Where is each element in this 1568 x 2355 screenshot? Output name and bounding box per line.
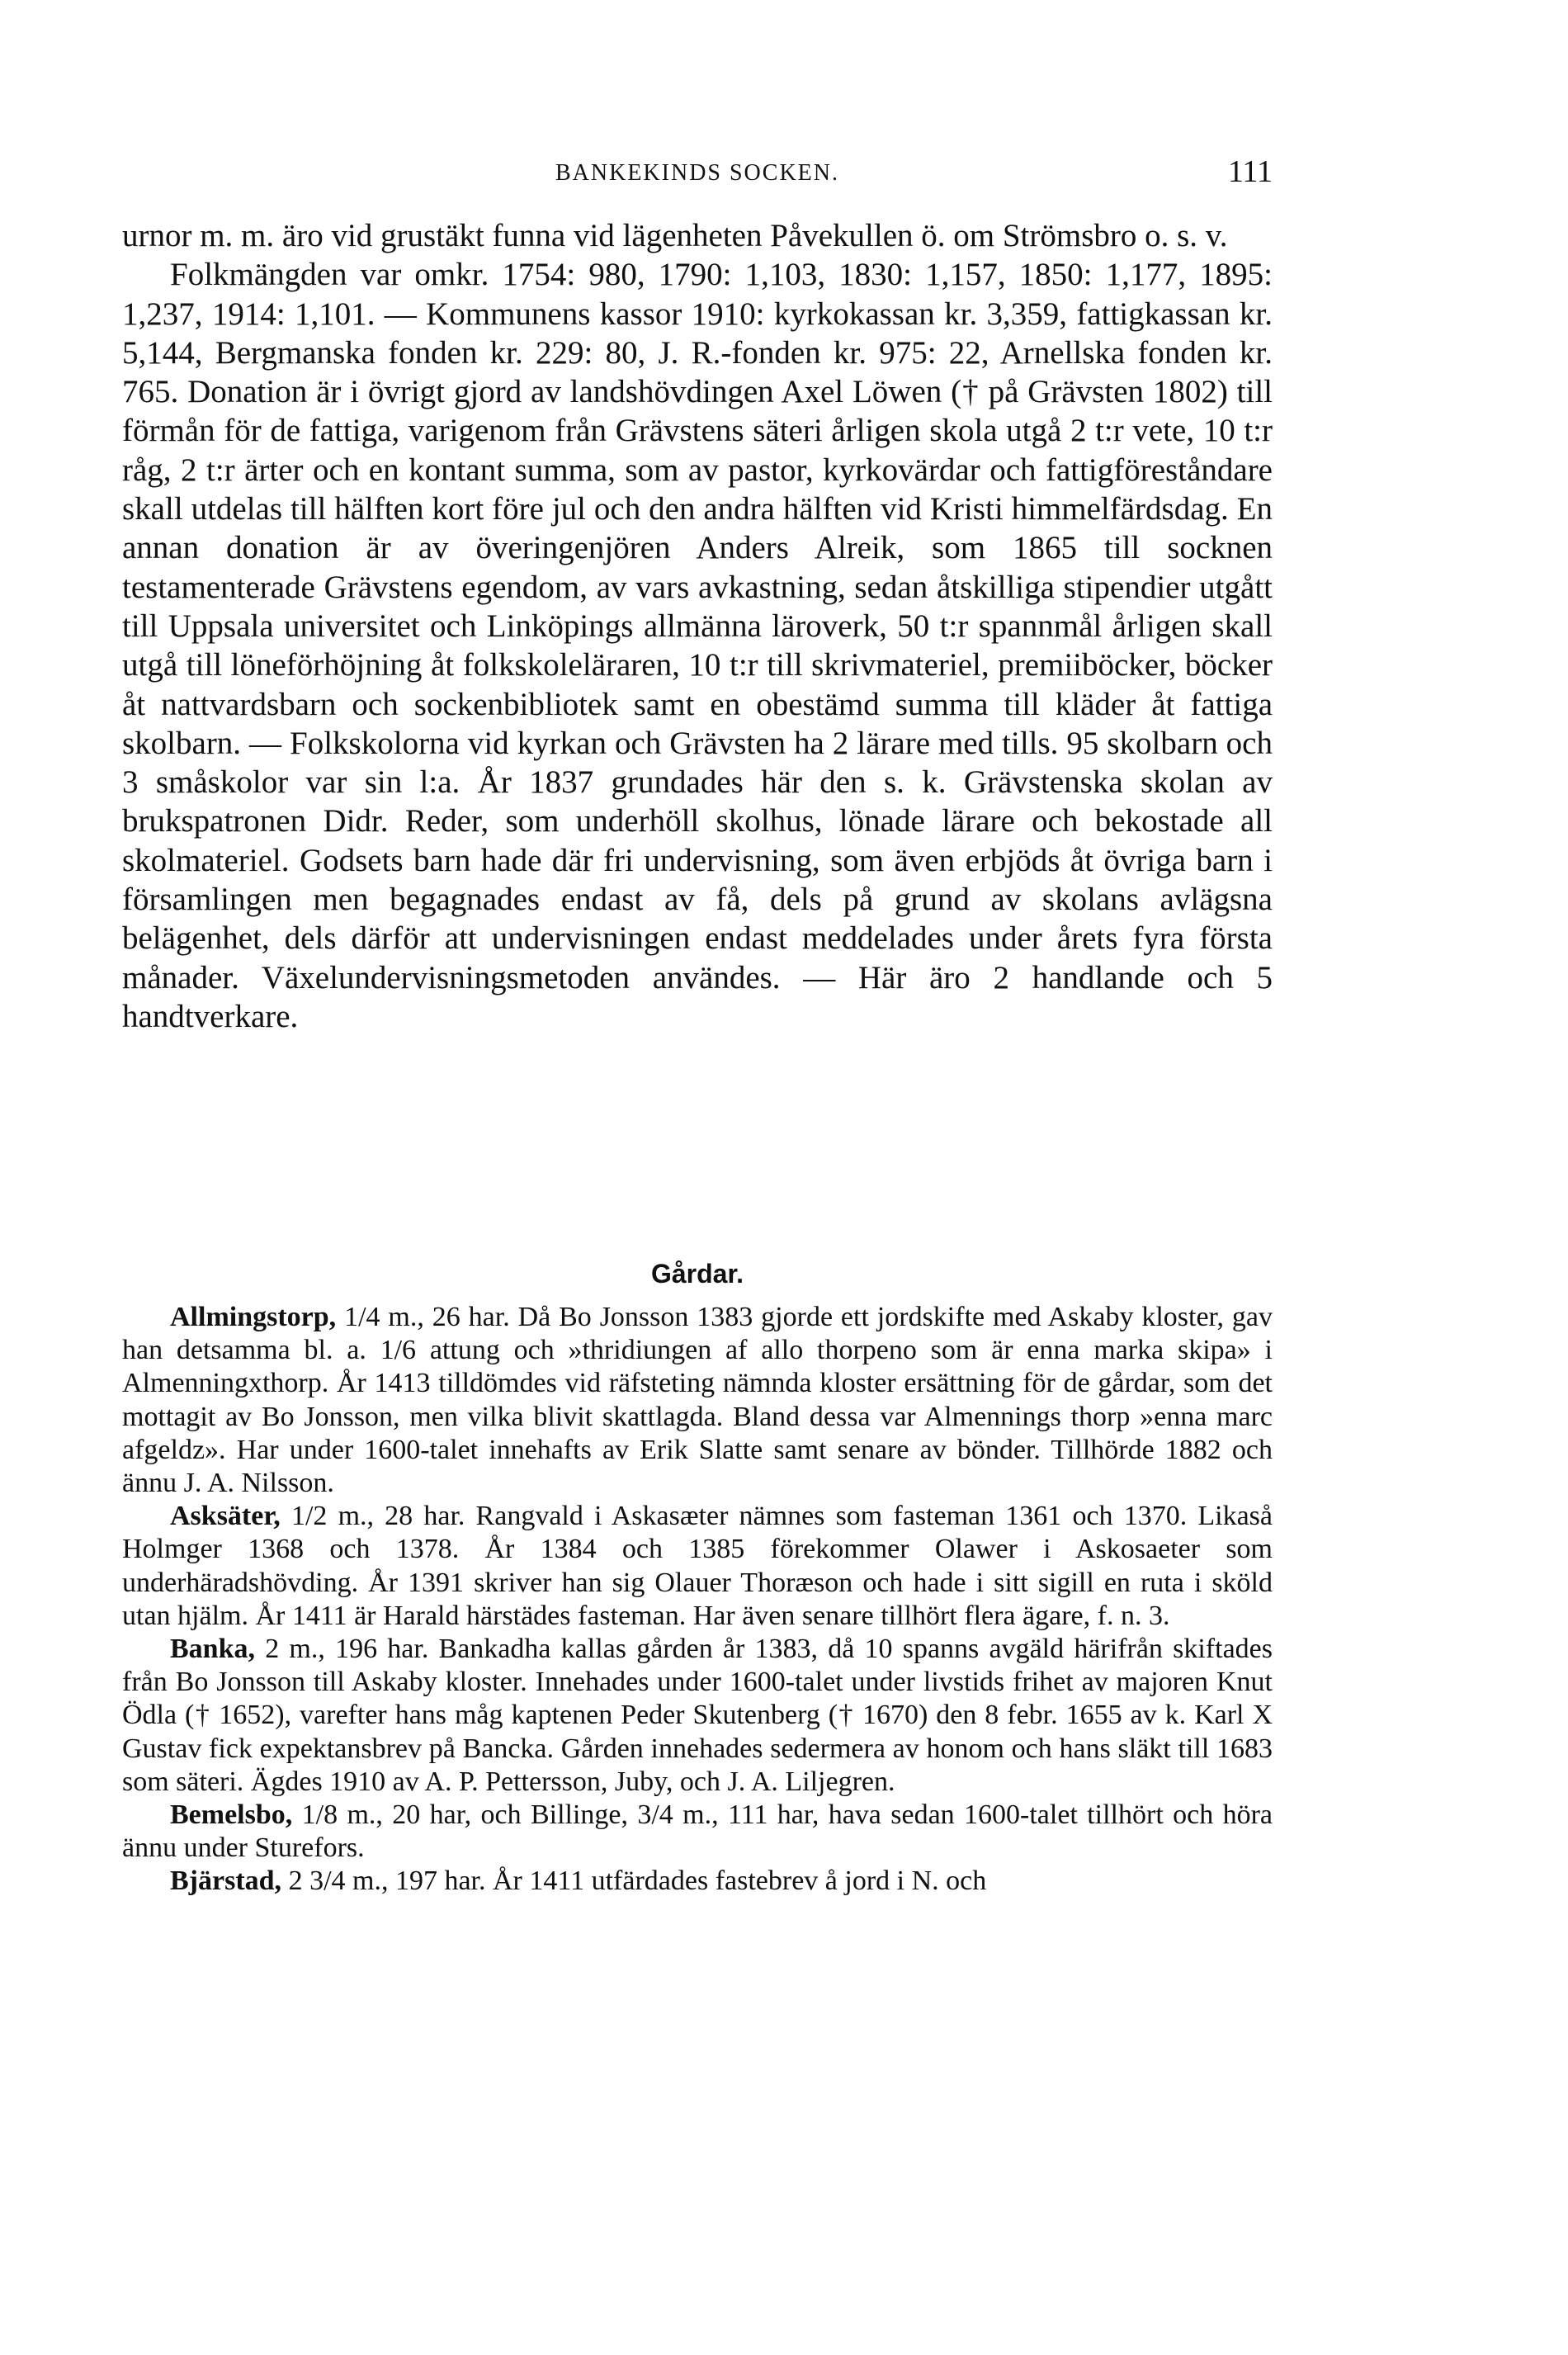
section-heading: Gårdar. [650, 1259, 744, 1289]
farm-entry [122, 1633, 1273, 1799]
farm-name: Allmingstorp, [170, 1302, 337, 1332]
farm-text: 1/8 m., 20 har, och Billinge, 3/4 m., 111 har, hava sedan 1600-talet tillhört och höra ännu under Sturefors. [122, 1799, 1273, 1864]
page-header [122, 154, 1273, 195]
farm-text: 2 m., 196 har. Bankadha kallas gården år 1383, då 10 spanns avgäld härifrån skiftades från Bo Jonsson till Askaby kloster. Innehades under 1600-talet under livstids frihet av majoren Knut Ödla († 1652), varefter hans måg kaptenen Peder Skutenberg († 1670) den 8 febr. 1655 av k. Karl X Gustav fick expektansbrev på Bancka. Gården innehades sedermera av honom och hans släkt till 1683 som säteri. Ägdes 1910 av A. P. Pettersson, Juby, och J. A. Liljegren. [122, 1634, 1273, 1797]
farm-entries [122, 1301, 1273, 1899]
running-head: BANKEKINDS SOCKEN. [555, 160, 839, 186]
farm-name: Banka, [170, 1634, 255, 1665]
farm-name: Bemelsbo, [170, 1799, 293, 1831]
farm-entry [122, 1301, 1273, 1500]
page-number: 111 [1227, 154, 1273, 189]
paragraph: Folkmängden var omkr. 1754: 980, 1790: 1,103, 1830: 1,157, 1850: 1,177, 1895: 1,237, 1914: 1,101. — Kommunens kassor 1910: kyrkokassan kr. 3,359, fattigkassan kr. 5,144, Bergmanska fonden kr. 229: 80, J. R.-fonden kr. 975: 22, Arnellska fonden kr. 765. Donation är i övrigt gjord av landshövdingen Axel Löwen († på Grävsten 1802) till förmån för de fattiga, varigenom från Grävstens säteri årligen skola utgå 2 t:r vete, 10 t:r råg, 2 t:r ärter och en kontant summa, som av pastor, kyrkovärdar och fattigföreståndare skall utdelas till hälften kort före jul och den andra hälften vid Kristi himmelfärdsdag. En annan donation är av överingenjören Anders Alreik, som 1865 till socknen testamenterade Grävstens egendom, av vars avkastning, sedan åtskilliga stipendier utgått till Uppsala universitet och Linköpings allmänna läroverk, 50 t:r spannmål årligen skall utgå till löneförhöjning åt folkskoleläraren, 10 t:r till skrivmateriel, premiiböcker, böcker åt nattvardsbarn och sockenbibliotek samt en obestämd summa till kläder åt fattiga skolbarn. — Folkskolorna vid kyrkan och Grävsten ha 2 lärare med tills. 95 skolbarn och 3 småskolor var sin l:a. År 1837 grundades här den s. k. Grävstenska skolan av brukspatronen Didr. Reder, som underhöll skolhus, lönade lärare och bekostade all skolmateriel. Godsets barn hade där fri undervisning, som även erbjöds åt övriga barn i församlingen men begagnades endast av få, dels på grund av skolans avlägsna belägenhet, dels därför att undervisningen endast meddelades under årets fyra första månader. Växelundervisningsmetoden användes. — Här äro 2 handlande och 5 handtverkare. [122, 257, 1273, 1034]
farm-name: Asksäter, [170, 1501, 281, 1532]
farm-text: 2 3/4 m., 197 har. År 1411 utfärdades fastebrev å jord i N. och [281, 1866, 987, 1897]
farm-text: 1/4 m., 26 har. Då Bo Jonsson 1383 gjorde ett jordskifte med Askaby kloster, gav han detsamma bl. a. 1/6 attung och »thridiungen af allo thorpeno som är enna marka skipa» i Almenningxthorp. År 1413 tilldömdes vid räfsteting nämnda kloster ersättning för de gårdar, som det mottagit av Bo Jonsson, men vilka blivit skattlagda. Bland dessa var Almennings thorp »enna marc afgeldz». Har under 1600-talet innehafts av Erik Slatte samt senare av bönder. Tillhörde 1882 och ännu J. A. Nilsson. [122, 1302, 1273, 1499]
paragraph: urnor m. m. äro vid grustäkt funna vid lägenheten Påvekullen ö. om Strömsbro o. s. v. [122, 218, 1228, 253]
farm-entry [122, 1865, 1273, 1898]
farm-name: Bjärstad, [170, 1866, 282, 1897]
main-text [122, 216, 1273, 1036]
farm-entry [122, 1799, 1273, 1865]
farm-text: 1/2 m., 28 har. Rangvald i Askasæter nämnes som fasteman 1361 och 1370. Likaså Holmger 1368 och 1378. År 1384 och 1385 förekommer Olawer i Askosaeter som underhäradshövding. År 1391 skriver han sig Olauer Thoræson och hade i sitt sigill en ruta i sköld utan hjälm. År 1411 är Harald härstädes fasteman. Har även senare tillhört flera ägare, f. n. 3. [122, 1501, 1273, 1631]
farm-entry [122, 1500, 1273, 1633]
